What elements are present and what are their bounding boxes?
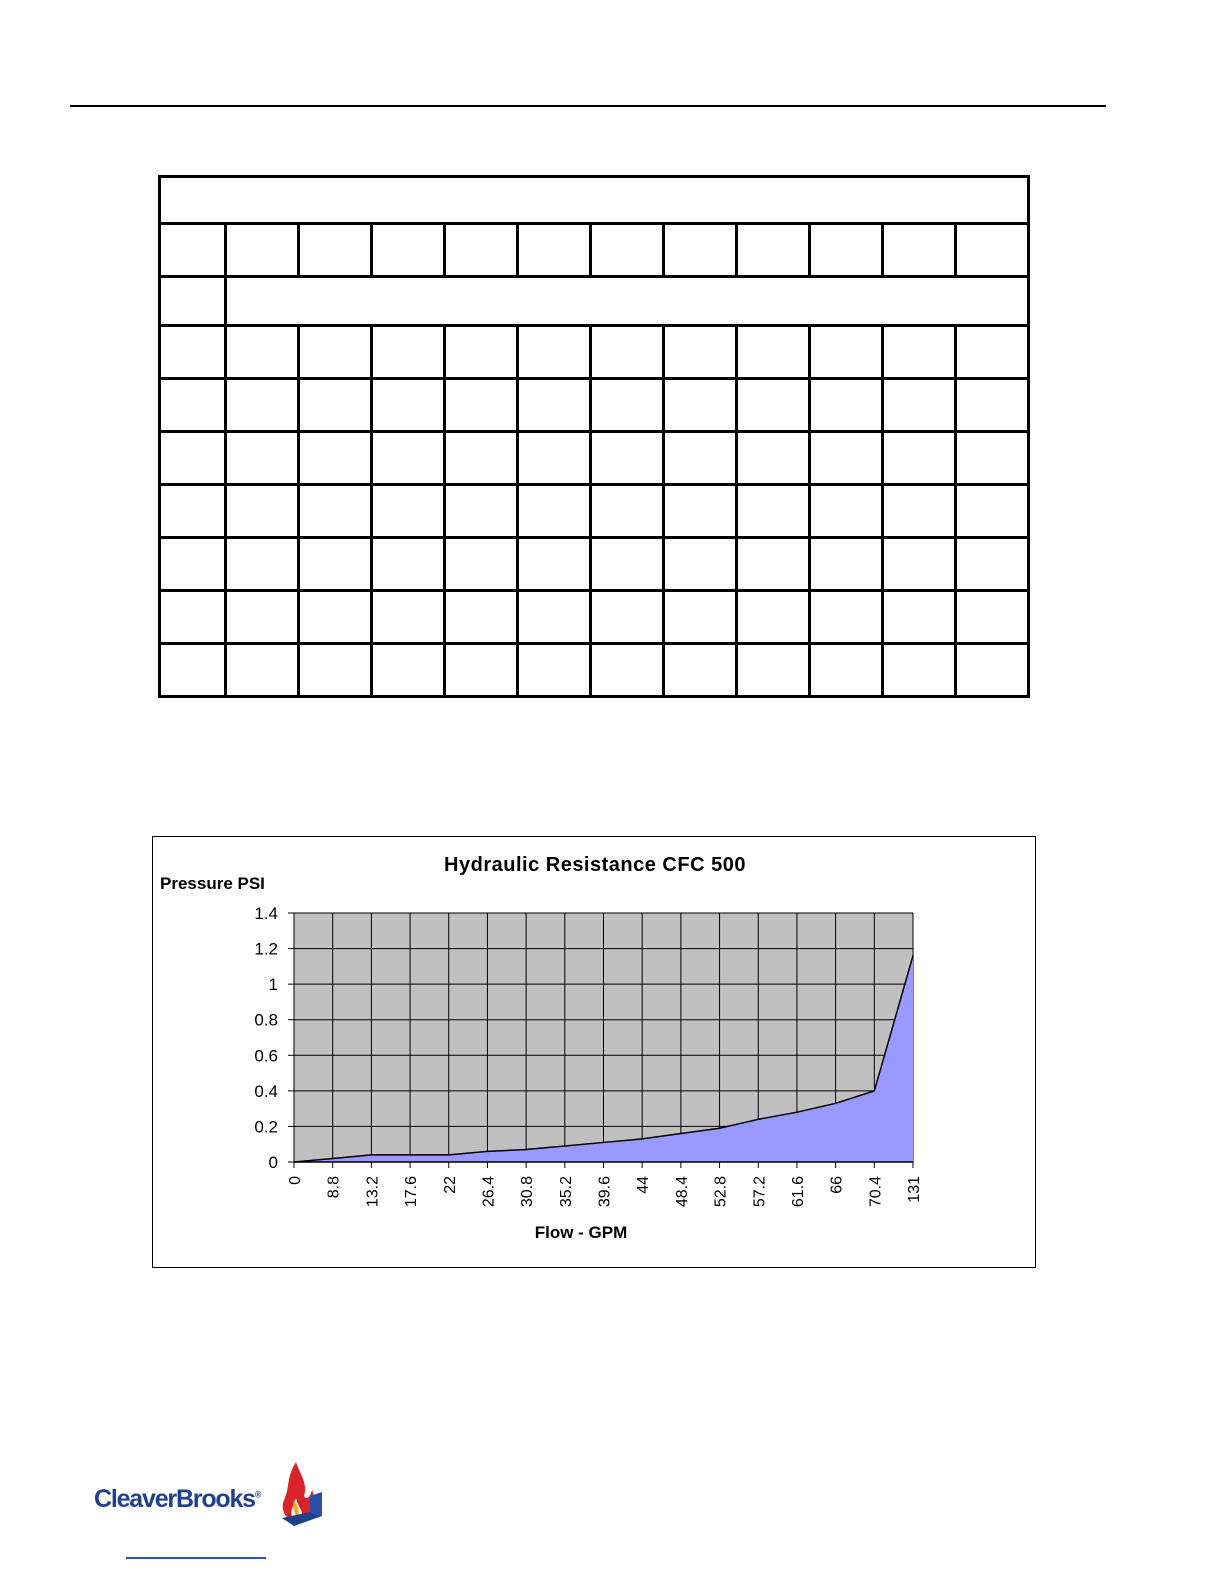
data-point — [525, 1149, 527, 1151]
x-tick-label: 0 — [287, 1176, 304, 1185]
y-tick-label: 0.8 — [254, 1010, 278, 1030]
cleaverbrooks-logo — [94, 1460, 324, 1532]
grid-cell — [299, 224, 372, 277]
grid-cell — [883, 224, 956, 277]
data-point — [409, 1154, 411, 1156]
grid-row — [160, 326, 1029, 379]
x-tick-label: 39.6 — [596, 1176, 614, 1208]
x-tick-label: 22 — [441, 1176, 459, 1194]
y-tick-label: 0.4 — [254, 1081, 278, 1101]
x-tick-label: 48.4 — [673, 1176, 691, 1208]
x-tick-label: 8.8 — [325, 1176, 343, 1199]
grid-row — [160, 538, 1029, 591]
data-point — [371, 1154, 373, 1156]
data-point — [641, 1138, 643, 1140]
x-axis-title: Flow - GPM — [534, 1223, 628, 1242]
grid-cell — [372, 224, 445, 277]
grid-cell — [518, 224, 591, 277]
x-tick-label: 26.4 — [480, 1176, 498, 1208]
grid-cell — [591, 224, 664, 277]
y-tick-label: 1.2 — [254, 939, 278, 959]
chart-svg — [153, 837, 1035, 1267]
grid-cell — [810, 224, 883, 277]
data-point — [680, 1133, 682, 1135]
blank-data-grid — [158, 175, 1030, 698]
y-tick-label: 1.4 — [254, 904, 278, 923]
x-tick-label: 57.2 — [751, 1176, 769, 1208]
data-point — [874, 1090, 876, 1092]
data-point — [757, 1119, 759, 1121]
data-point — [796, 1111, 798, 1113]
chart-title: Hydraulic Resistance CFC 500 — [444, 854, 746, 876]
grid-title-cell — [160, 177, 1029, 224]
grid-cell — [664, 224, 737, 277]
data-point — [835, 1103, 837, 1105]
x-tick-label: 70.4 — [867, 1176, 885, 1208]
chart-frame — [152, 836, 1036, 1268]
grid-cell — [160, 277, 226, 326]
flame-icon — [280, 1460, 324, 1532]
grid-row — [160, 432, 1029, 485]
x-tick-label: 35.2 — [557, 1176, 575, 1208]
x-tick-label: 44 — [635, 1176, 653, 1194]
data-point — [912, 955, 914, 957]
x-tick-label: 61.6 — [789, 1176, 807, 1208]
x-tick-label: 131 — [906, 1176, 923, 1203]
data-point — [332, 1158, 334, 1160]
y-tick-label: 0.2 — [254, 1117, 278, 1137]
grid-row — [160, 591, 1029, 644]
footer-link-underline — [126, 1557, 266, 1559]
grid-row — [160, 644, 1029, 697]
y-axis-title: Pressure PSI — [160, 874, 265, 893]
grid-cell — [445, 224, 518, 277]
y-tick-label: 0.6 — [254, 1046, 278, 1066]
y-tick-label: 1 — [268, 975, 278, 995]
grid-cell — [737, 224, 810, 277]
x-tick-label: 30.8 — [519, 1176, 537, 1208]
data-point — [719, 1127, 721, 1129]
grid-cell — [956, 224, 1029, 277]
data-point — [564, 1145, 566, 1147]
data-point — [448, 1154, 450, 1156]
header-rule — [70, 105, 1106, 107]
x-tick-label: 13.2 — [364, 1176, 382, 1208]
grid-merged-cell — [226, 277, 1029, 326]
grid-cell — [160, 224, 226, 277]
logo-text: CleaverBrooks® — [94, 1485, 261, 1513]
y-tick-label: 0 — [268, 1153, 278, 1172]
grid-row — [160, 485, 1029, 538]
x-tick-label: 17.6 — [403, 1176, 421, 1208]
grid-cell — [226, 224, 299, 277]
data-point — [603, 1142, 605, 1144]
x-tick-label: 52.8 — [712, 1176, 730, 1208]
data-point — [487, 1151, 489, 1153]
grid-row — [160, 379, 1029, 432]
x-tick-label: 66 — [828, 1176, 846, 1194]
